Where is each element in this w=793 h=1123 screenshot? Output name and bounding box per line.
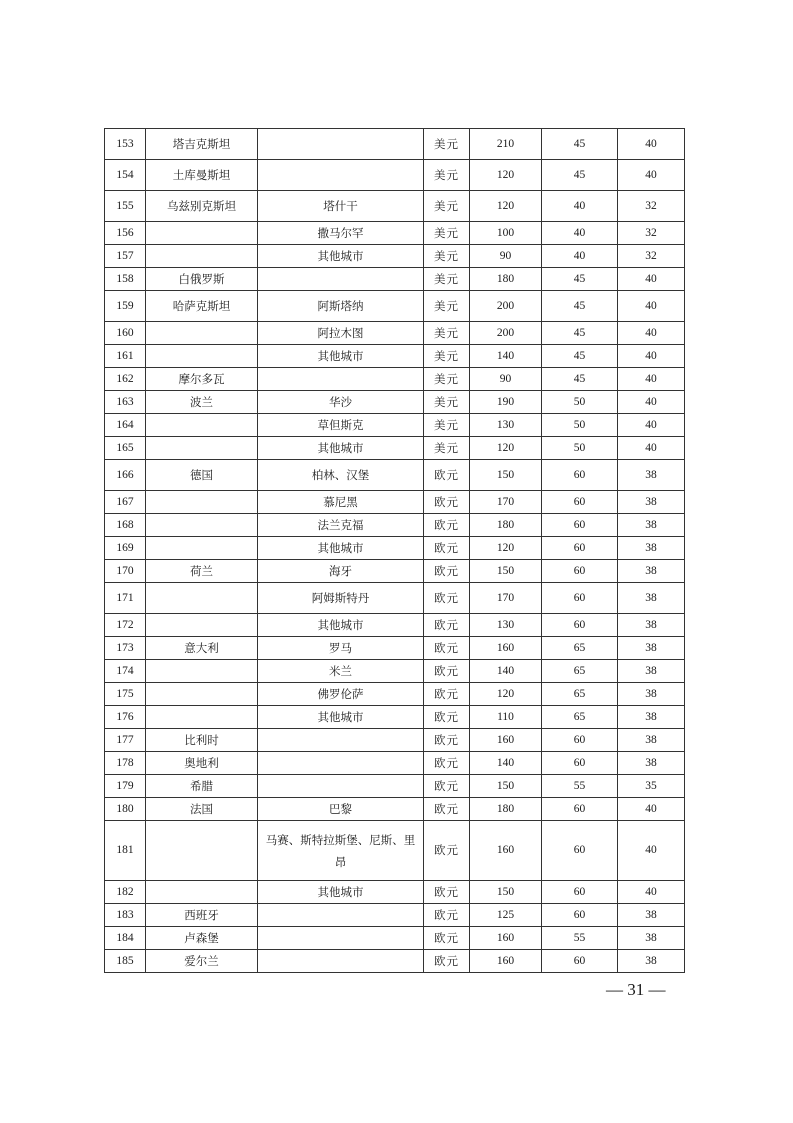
currency-cell: 欧元 bbox=[424, 927, 470, 950]
table-row bbox=[105, 660, 685, 683]
currency-cell: 欧元 bbox=[424, 950, 470, 973]
currency-cell: 欧元 bbox=[424, 706, 470, 729]
misc-cell: 40 bbox=[618, 881, 685, 904]
currency-cell: 美元 bbox=[424, 222, 470, 245]
accommodation-cell: 120 bbox=[470, 437, 542, 460]
misc-cell: 32 bbox=[618, 191, 685, 222]
meal-cell: 60 bbox=[542, 950, 618, 973]
meal-cell: 60 bbox=[542, 614, 618, 637]
misc-cell: 40 bbox=[618, 437, 685, 460]
accommodation-cell: 140 bbox=[470, 752, 542, 775]
table-row bbox=[105, 683, 685, 706]
city-cell bbox=[258, 927, 424, 950]
country-cell: 土库曼斯坦 bbox=[146, 160, 258, 191]
misc-cell: 40 bbox=[618, 821, 685, 881]
table-row bbox=[105, 191, 685, 222]
country-cell bbox=[146, 514, 258, 537]
table-row bbox=[105, 537, 685, 560]
country-cell bbox=[146, 537, 258, 560]
currency-cell: 美元 bbox=[424, 368, 470, 391]
meal-cell: 60 bbox=[542, 904, 618, 927]
accommodation-cell: 170 bbox=[470, 491, 542, 514]
accommodation-cell: 120 bbox=[470, 191, 542, 222]
country-cell: 卢森堡 bbox=[146, 927, 258, 950]
misc-cell: 40 bbox=[618, 368, 685, 391]
table-row bbox=[105, 927, 685, 950]
misc-cell: 40 bbox=[618, 322, 685, 345]
accommodation-cell: 130 bbox=[470, 614, 542, 637]
accommodation-cell: 160 bbox=[470, 927, 542, 950]
row-number: 171 bbox=[105, 583, 146, 614]
row-number: 163 bbox=[105, 391, 146, 414]
misc-cell: 40 bbox=[618, 414, 685, 437]
misc-cell: 40 bbox=[618, 129, 685, 160]
city-cell bbox=[258, 950, 424, 973]
currency-cell: 欧元 bbox=[424, 660, 470, 683]
country-cell: 爱尔兰 bbox=[146, 950, 258, 973]
meal-cell: 65 bbox=[542, 660, 618, 683]
currency-cell: 欧元 bbox=[424, 637, 470, 660]
accommodation-cell: 90 bbox=[470, 245, 542, 268]
meal-cell: 65 bbox=[542, 706, 618, 729]
currency-cell: 欧元 bbox=[424, 821, 470, 881]
misc-cell: 38 bbox=[618, 460, 685, 491]
misc-cell: 40 bbox=[618, 268, 685, 291]
table-row bbox=[105, 752, 685, 775]
meal-cell: 60 bbox=[542, 460, 618, 491]
meal-cell: 65 bbox=[542, 683, 618, 706]
table-row bbox=[105, 614, 685, 637]
accommodation-cell: 125 bbox=[470, 904, 542, 927]
accommodation-cell: 140 bbox=[470, 345, 542, 368]
table-row bbox=[105, 268, 685, 291]
row-number: 161 bbox=[105, 345, 146, 368]
country-cell bbox=[146, 414, 258, 437]
city-cell: 华沙 bbox=[258, 391, 424, 414]
meal-cell: 45 bbox=[542, 160, 618, 191]
country-cell: 乌兹别克斯坦 bbox=[146, 191, 258, 222]
misc-cell: 38 bbox=[618, 583, 685, 614]
city-cell: 佛罗伦萨 bbox=[258, 683, 424, 706]
city-cell bbox=[258, 268, 424, 291]
currency-cell: 美元 bbox=[424, 268, 470, 291]
country-cell bbox=[146, 614, 258, 637]
country-cell bbox=[146, 706, 258, 729]
accommodation-cell: 150 bbox=[470, 460, 542, 491]
meal-cell: 40 bbox=[542, 222, 618, 245]
country-cell: 德国 bbox=[146, 460, 258, 491]
currency-cell: 美元 bbox=[424, 391, 470, 414]
row-number: 153 bbox=[105, 129, 146, 160]
country-cell: 西班牙 bbox=[146, 904, 258, 927]
meal-cell: 60 bbox=[542, 798, 618, 821]
row-number: 157 bbox=[105, 245, 146, 268]
currency-cell: 欧元 bbox=[424, 537, 470, 560]
table-row bbox=[105, 345, 685, 368]
accommodation-cell: 120 bbox=[470, 537, 542, 560]
row-number: 155 bbox=[105, 191, 146, 222]
currency-cell: 欧元 bbox=[424, 729, 470, 752]
row-number: 172 bbox=[105, 614, 146, 637]
table-row bbox=[105, 322, 685, 345]
table-row bbox=[105, 245, 685, 268]
currency-cell: 美元 bbox=[424, 345, 470, 368]
country-cell bbox=[146, 583, 258, 614]
accommodation-cell: 180 bbox=[470, 268, 542, 291]
currency-cell: 美元 bbox=[424, 414, 470, 437]
meal-cell: 45 bbox=[542, 268, 618, 291]
misc-cell: 38 bbox=[618, 614, 685, 637]
meal-cell: 45 bbox=[542, 345, 618, 368]
misc-cell: 38 bbox=[618, 950, 685, 973]
expense-standard-table bbox=[104, 128, 685, 973]
country-cell bbox=[146, 683, 258, 706]
table-row bbox=[105, 904, 685, 927]
city-cell bbox=[258, 904, 424, 927]
row-number: 156 bbox=[105, 222, 146, 245]
meal-cell: 60 bbox=[542, 881, 618, 904]
row-number: 159 bbox=[105, 291, 146, 322]
table-row bbox=[105, 560, 685, 583]
row-number: 183 bbox=[105, 904, 146, 927]
accommodation-cell: 130 bbox=[470, 414, 542, 437]
misc-cell: 35 bbox=[618, 775, 685, 798]
table-row bbox=[105, 368, 685, 391]
meal-cell: 50 bbox=[542, 437, 618, 460]
currency-cell: 欧元 bbox=[424, 491, 470, 514]
meal-cell: 55 bbox=[542, 775, 618, 798]
meal-cell: 60 bbox=[542, 729, 618, 752]
misc-cell: 38 bbox=[618, 729, 685, 752]
country-cell: 哈萨克斯坦 bbox=[146, 291, 258, 322]
table-row bbox=[105, 414, 685, 437]
row-number: 180 bbox=[105, 798, 146, 821]
misc-cell: 38 bbox=[618, 706, 685, 729]
row-number: 170 bbox=[105, 560, 146, 583]
row-number: 169 bbox=[105, 537, 146, 560]
row-number: 173 bbox=[105, 637, 146, 660]
meal-cell: 45 bbox=[542, 368, 618, 391]
accommodation-cell: 180 bbox=[470, 514, 542, 537]
row-number: 166 bbox=[105, 460, 146, 491]
table-row bbox=[105, 950, 685, 973]
misc-cell: 38 bbox=[618, 514, 685, 537]
country-cell: 比利时 bbox=[146, 729, 258, 752]
table-row bbox=[105, 514, 685, 537]
misc-cell: 38 bbox=[618, 537, 685, 560]
meal-cell: 45 bbox=[542, 291, 618, 322]
city-cell: 塔什干 bbox=[258, 191, 424, 222]
table-body bbox=[105, 129, 685, 973]
meal-cell: 60 bbox=[542, 583, 618, 614]
country-cell bbox=[146, 245, 258, 268]
country-cell bbox=[146, 491, 258, 514]
misc-cell: 38 bbox=[618, 904, 685, 927]
row-number: 162 bbox=[105, 368, 146, 391]
currency-cell: 美元 bbox=[424, 160, 470, 191]
currency-cell: 美元 bbox=[424, 437, 470, 460]
city-cell: 慕尼黑 bbox=[258, 491, 424, 514]
city-cell: 其他城市 bbox=[258, 881, 424, 904]
row-number: 154 bbox=[105, 160, 146, 191]
row-number: 175 bbox=[105, 683, 146, 706]
city-cell: 米兰 bbox=[258, 660, 424, 683]
currency-cell: 欧元 bbox=[424, 683, 470, 706]
accommodation-cell: 90 bbox=[470, 368, 542, 391]
table-row bbox=[105, 391, 685, 414]
table-row bbox=[105, 460, 685, 491]
table-row bbox=[105, 798, 685, 821]
city-cell bbox=[258, 129, 424, 160]
city-cell: 其他城市 bbox=[258, 345, 424, 368]
row-number: 177 bbox=[105, 729, 146, 752]
country-cell bbox=[146, 345, 258, 368]
country-cell: 白俄罗斯 bbox=[146, 268, 258, 291]
meal-cell: 60 bbox=[542, 491, 618, 514]
city-cell: 草但斯克 bbox=[258, 414, 424, 437]
city-cell bbox=[258, 729, 424, 752]
table-row bbox=[105, 775, 685, 798]
table-row bbox=[105, 291, 685, 322]
country-cell bbox=[146, 222, 258, 245]
accommodation-cell: 150 bbox=[470, 775, 542, 798]
table-row bbox=[105, 637, 685, 660]
city-cell: 阿拉木图 bbox=[258, 322, 424, 345]
table-row bbox=[105, 881, 685, 904]
row-number: 164 bbox=[105, 414, 146, 437]
country-cell bbox=[146, 881, 258, 904]
table-row bbox=[105, 583, 685, 614]
row-number: 158 bbox=[105, 268, 146, 291]
row-number: 160 bbox=[105, 322, 146, 345]
country-cell: 荷兰 bbox=[146, 560, 258, 583]
meal-cell: 65 bbox=[542, 637, 618, 660]
currency-cell: 美元 bbox=[424, 322, 470, 345]
accommodation-cell: 150 bbox=[470, 881, 542, 904]
misc-cell: 40 bbox=[618, 291, 685, 322]
city-cell: 巴黎 bbox=[258, 798, 424, 821]
table-row bbox=[105, 491, 685, 514]
misc-cell: 38 bbox=[618, 752, 685, 775]
meal-cell: 40 bbox=[542, 191, 618, 222]
currency-cell: 欧元 bbox=[424, 904, 470, 927]
currency-cell: 美元 bbox=[424, 291, 470, 322]
row-number: 165 bbox=[105, 437, 146, 460]
city-cell: 撒马尔罕 bbox=[258, 222, 424, 245]
row-number: 179 bbox=[105, 775, 146, 798]
table-row bbox=[105, 222, 685, 245]
meal-cell: 50 bbox=[542, 391, 618, 414]
table-row bbox=[105, 437, 685, 460]
country-cell: 希腊 bbox=[146, 775, 258, 798]
table-row bbox=[105, 821, 685, 881]
misc-cell: 38 bbox=[618, 927, 685, 950]
country-cell: 摩尔多瓦 bbox=[146, 368, 258, 391]
row-number: 184 bbox=[105, 927, 146, 950]
country-cell: 塔吉克斯坦 bbox=[146, 129, 258, 160]
row-number: 185 bbox=[105, 950, 146, 973]
city-cell: 柏林、汉堡 bbox=[258, 460, 424, 491]
meal-cell: 45 bbox=[542, 322, 618, 345]
row-number: 178 bbox=[105, 752, 146, 775]
meal-cell: 50 bbox=[542, 414, 618, 437]
misc-cell: 40 bbox=[618, 798, 685, 821]
meal-cell: 55 bbox=[542, 927, 618, 950]
currency-cell: 欧元 bbox=[424, 514, 470, 537]
misc-cell: 40 bbox=[618, 160, 685, 191]
currency-cell: 欧元 bbox=[424, 614, 470, 637]
meal-cell: 60 bbox=[542, 514, 618, 537]
currency-cell: 美元 bbox=[424, 129, 470, 160]
city-cell bbox=[258, 368, 424, 391]
currency-cell: 美元 bbox=[424, 245, 470, 268]
misc-cell: 32 bbox=[618, 222, 685, 245]
row-number: 176 bbox=[105, 706, 146, 729]
city-cell: 其他城市 bbox=[258, 245, 424, 268]
misc-cell: 38 bbox=[618, 491, 685, 514]
city-cell: 罗马 bbox=[258, 637, 424, 660]
city-cell: 海牙 bbox=[258, 560, 424, 583]
accommodation-cell: 140 bbox=[470, 660, 542, 683]
accommodation-cell: 160 bbox=[470, 637, 542, 660]
accommodation-cell: 200 bbox=[470, 322, 542, 345]
misc-cell: 38 bbox=[618, 660, 685, 683]
city-cell: 其他城市 bbox=[258, 437, 424, 460]
accommodation-cell: 100 bbox=[470, 222, 542, 245]
misc-cell: 38 bbox=[618, 560, 685, 583]
accommodation-cell: 160 bbox=[470, 729, 542, 752]
table-row bbox=[105, 706, 685, 729]
meal-cell: 40 bbox=[542, 245, 618, 268]
city-cell: 马赛、斯特拉斯堡、尼斯、里昂 bbox=[258, 821, 424, 881]
currency-cell: 欧元 bbox=[424, 752, 470, 775]
accommodation-cell: 180 bbox=[470, 798, 542, 821]
accommodation-cell: 150 bbox=[470, 560, 542, 583]
table-row bbox=[105, 160, 685, 191]
currency-cell: 欧元 bbox=[424, 881, 470, 904]
currency-cell: 欧元 bbox=[424, 798, 470, 821]
accommodation-cell: 200 bbox=[470, 291, 542, 322]
currency-cell: 欧元 bbox=[424, 775, 470, 798]
currency-cell: 欧元 bbox=[424, 460, 470, 491]
accommodation-cell: 120 bbox=[470, 160, 542, 191]
row-number: 174 bbox=[105, 660, 146, 683]
meal-cell: 60 bbox=[542, 537, 618, 560]
row-number: 182 bbox=[105, 881, 146, 904]
city-cell bbox=[258, 775, 424, 798]
currency-cell: 美元 bbox=[424, 191, 470, 222]
city-cell: 其他城市 bbox=[258, 706, 424, 729]
accommodation-cell: 160 bbox=[470, 950, 542, 973]
accommodation-cell: 110 bbox=[470, 706, 542, 729]
misc-cell: 40 bbox=[618, 345, 685, 368]
country-cell bbox=[146, 437, 258, 460]
accommodation-cell: 190 bbox=[470, 391, 542, 414]
row-number: 181 bbox=[105, 821, 146, 881]
country-cell: 奥地利 bbox=[146, 752, 258, 775]
accommodation-cell: 210 bbox=[470, 129, 542, 160]
misc-cell: 32 bbox=[618, 245, 685, 268]
city-cell bbox=[258, 752, 424, 775]
meal-cell: 45 bbox=[542, 129, 618, 160]
city-cell bbox=[258, 160, 424, 191]
page-number: — 31 — bbox=[606, 980, 666, 999]
city-cell: 法兰克福 bbox=[258, 514, 424, 537]
country-cell: 法国 bbox=[146, 798, 258, 821]
meal-cell: 60 bbox=[542, 560, 618, 583]
row-number: 167 bbox=[105, 491, 146, 514]
misc-cell: 38 bbox=[618, 683, 685, 706]
city-cell: 阿斯塔纳 bbox=[258, 291, 424, 322]
meal-cell: 60 bbox=[542, 821, 618, 881]
country-cell: 波兰 bbox=[146, 391, 258, 414]
city-cell: 其他城市 bbox=[258, 614, 424, 637]
city-cell: 阿姆斯特丹 bbox=[258, 583, 424, 614]
city-cell: 其他城市 bbox=[258, 537, 424, 560]
table-row bbox=[105, 129, 685, 160]
accommodation-cell: 170 bbox=[470, 583, 542, 614]
country-cell: 意大利 bbox=[146, 637, 258, 660]
row-number: 168 bbox=[105, 514, 146, 537]
country-cell bbox=[146, 322, 258, 345]
country-cell bbox=[146, 821, 258, 881]
table-row bbox=[105, 729, 685, 752]
currency-cell: 欧元 bbox=[424, 583, 470, 614]
accommodation-cell: 160 bbox=[470, 821, 542, 881]
misc-cell: 40 bbox=[618, 391, 685, 414]
country-cell bbox=[146, 660, 258, 683]
meal-cell: 60 bbox=[542, 752, 618, 775]
currency-cell: 欧元 bbox=[424, 560, 470, 583]
misc-cell: 38 bbox=[618, 637, 685, 660]
accommodation-cell: 120 bbox=[470, 683, 542, 706]
